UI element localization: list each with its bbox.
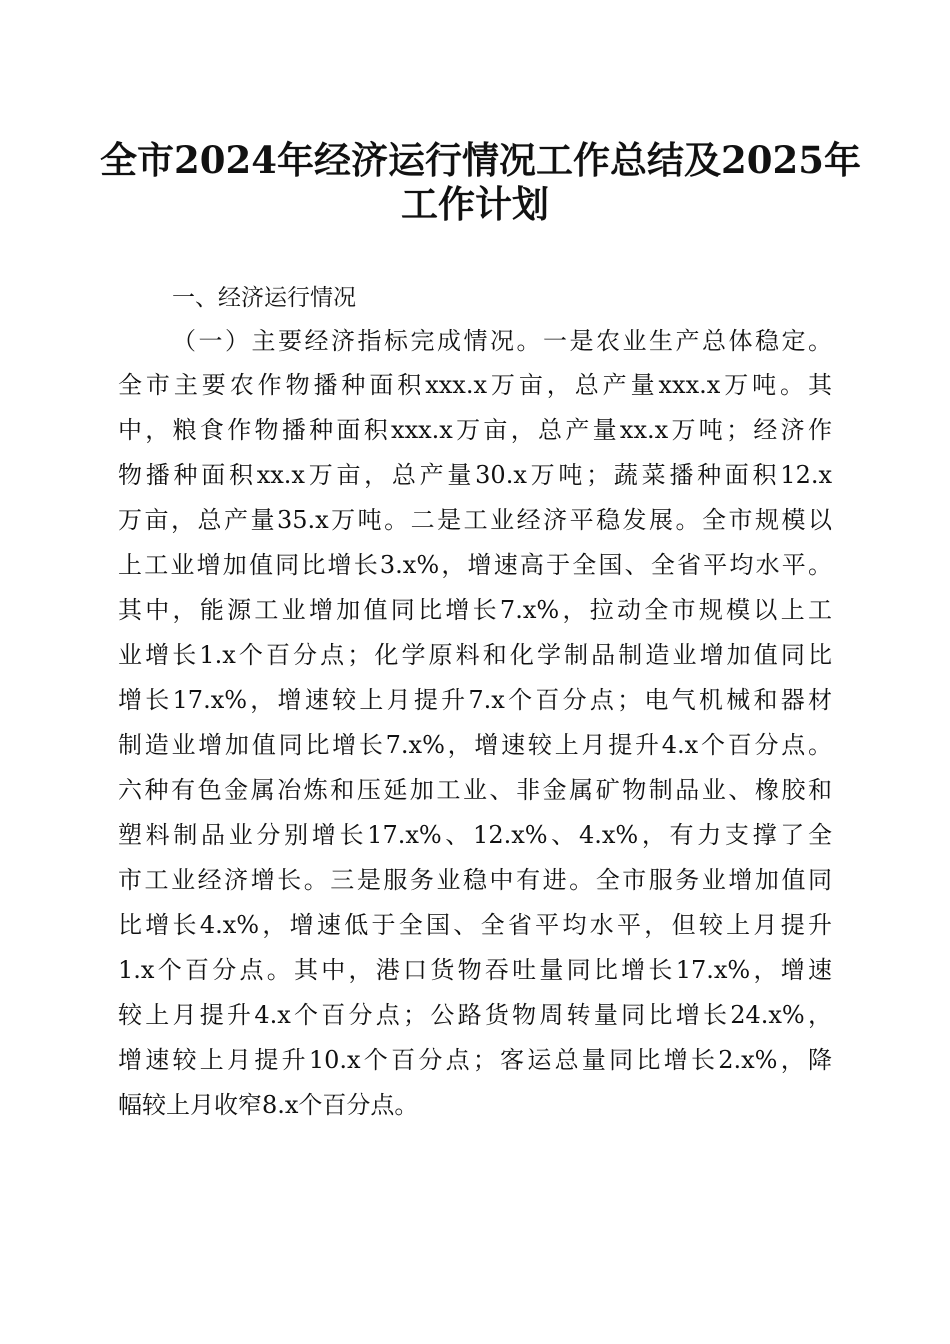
paragraph-line: 其中，能源工业增加值同比增长7.x%，拉动全市规模以上工 [118,596,832,624]
paragraph-line: 物播种面积xx.x万亩，总产量30.x万吨；蔬菜播种面积12.x [118,461,832,489]
paragraph-line: 增长17.x%，增速较上月提升7.x个百分点；电气机械和器材 [118,686,832,714]
paragraph-line: 幅较上月收窄8.x个百分点。 [118,1091,419,1119]
paragraph-line: 上工业增加值同比增长3.x%，增速高于全国、全省平均水平。 [118,551,832,579]
paragraph-line: 1.x个百分点。其中，港口货物吞吐量同比增长17.x%，增速 [118,956,832,984]
paragraph-line: 万亩，总产量35.x万吨。二是工业经济平稳发展。全市规模以 [118,506,832,534]
paragraph-line: 全市主要农作物播种面积xxx.x万亩，总产量xxx.x万吨。其 [118,371,832,399]
paragraph-line: 中，粮食作物播种面积xxx.x万亩，总产量xx.x万吨；经济作 [118,416,832,444]
document-title-line-1: 全市2024年经济运行情况工作总结及2025年 [100,138,861,182]
paragraph-line: 塑料制品业分别增长17.x%、12.x%、4.x%，有力支撑了全 [118,821,832,849]
section-heading: 一、经济运行情况 [172,285,356,311]
document-title-line-2: 工作计划 [401,182,549,226]
paragraph-line: 业增长1.x个百分点；化学原料和化学制品制造业增加值同比 [118,641,832,669]
paragraph-line: 较上月提升4.x个百分点；公路货物周转量同比增长24.x%， [118,1001,832,1029]
paragraph-line: 制造业增加值同比增长7.x%，增速较上月提升4.x个百分点。 [118,731,832,759]
paragraph-line: 市工业经济增长。三是服务业稳中有进。全市服务业增加值同 [118,866,832,894]
paragraph-line: 比增长4.x%，增速低于全国、全省平均水平，但较上月提升 [118,911,832,939]
paragraph-line: 六种有色金属冶炼和压延加工业、非金属矿物制品业、橡胶和 [118,776,832,804]
paragraph-line: （一）主要经济指标完成情况。一是农业生产总体稳定。 [172,327,832,355]
paragraph-line: 增速较上月提升10.x个百分点；客运总量同比增长2.x%，降 [118,1046,832,1074]
